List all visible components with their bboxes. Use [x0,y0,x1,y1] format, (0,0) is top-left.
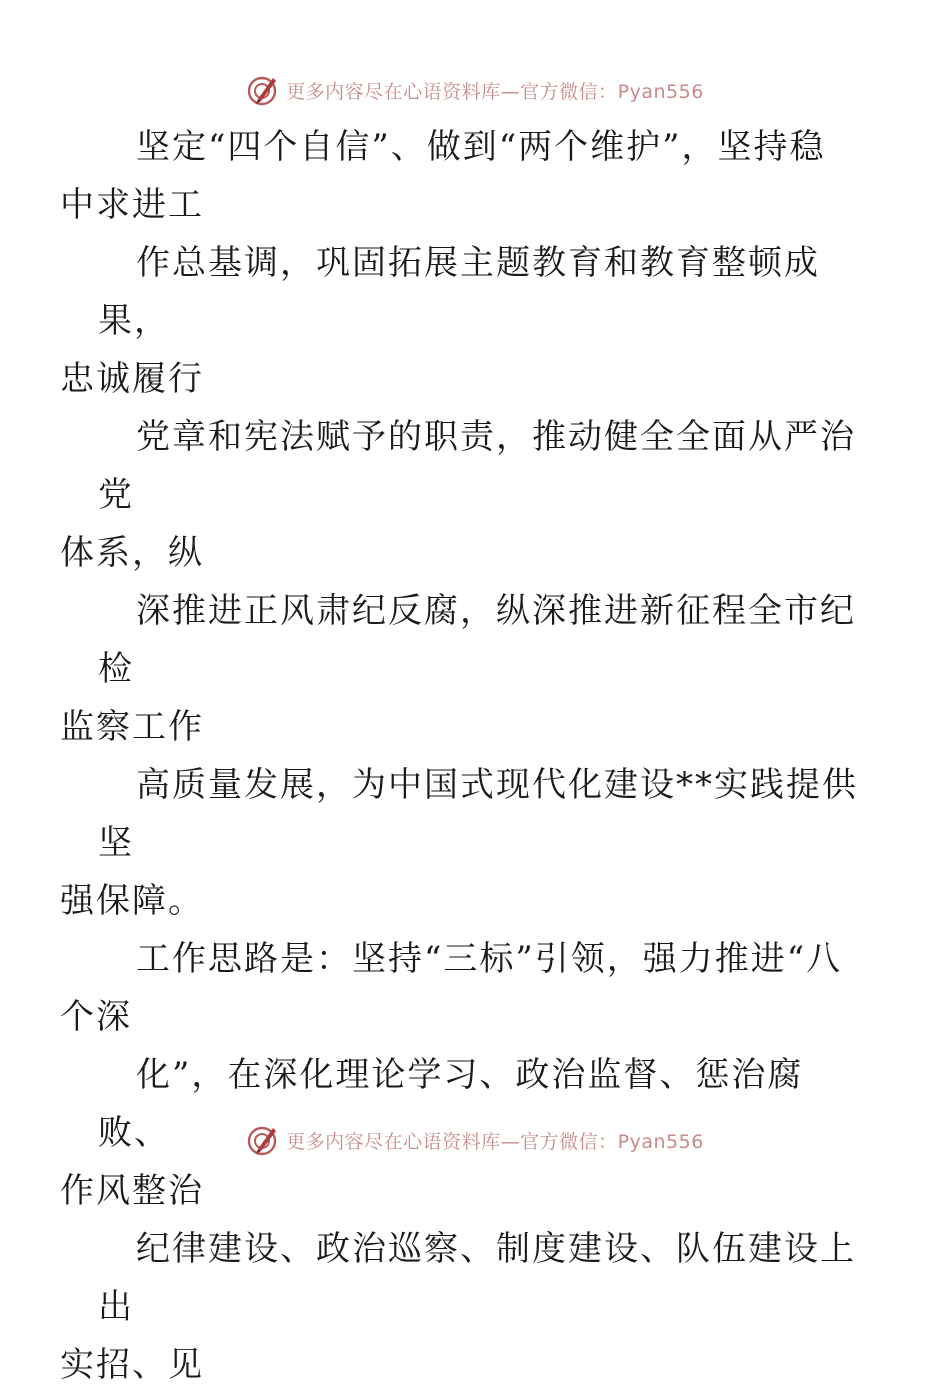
document-body [60,118,858,1394]
paragraph-4-line-2: 监察工作 [60,707,204,747]
paragraph-6-line-1: 工作思路是：坚持“三标”引领，强力推进“八 [136,939,843,979]
header-banner [0,70,950,110]
paragraph-2-line-1: 作总基调，巩固拓展主题教育和教育整顿成果， [98,243,820,341]
paragraph-1-line-1: 坚定“四个自信”、做到“两个维护”，坚持稳 [136,127,826,167]
paragraph-4 [60,582,858,756]
paragraph-7-line-1: 化”，在深化理论学习、政治监督、惩治腐败、 [98,1055,804,1153]
paragraph-5 [60,756,858,930]
pen-logo-icon [246,1123,280,1157]
paragraph-5-line-1: 高质量发展，为中国式现代化建设**实践提供坚 [98,765,858,863]
paragraph-3-line-2: 体系，纵 [60,533,204,573]
paragraph-8-line-1: 纪律建设、政治巡察、制度建设、队伍建设上出 [98,1229,856,1327]
paragraph-1-line-2: 中求进工 [60,185,204,225]
paragraph-5-line-2: 强保障。 [60,881,204,921]
footer-banner [0,1120,950,1160]
paragraph-7-line-2: 作风整治 [60,1171,204,1211]
footer-banner-inner [246,1123,704,1157]
paragraph-3 [60,408,858,582]
paragraph-8-line-2: 实招、见 [60,1345,204,1385]
paragraph-3-line-1: 党章和宪法赋予的职责，推动健全全面从严治党 [98,417,856,515]
paragraph-6-line-2: 个深 [60,997,132,1037]
header-banner-inner [246,73,704,107]
paragraph-6 [60,930,858,1046]
paragraph-8 [60,1220,858,1394]
paragraph-1 [60,118,858,234]
pen-logo-icon [246,73,280,107]
paragraph-2-line-2: 忠诚履行 [60,359,204,399]
paragraph-4-line-1: 深推进正风肃纪反腐，纵深推进新征程全市纪检 [98,591,856,689]
header-banner-text: 更多内容尽在心语资料库—官方微信：Pyan556 [286,80,704,103]
paragraph-2 [60,234,858,408]
footer-banner-text: 更多内容尽在心语资料库—官方微信：Pyan556 [286,1130,704,1153]
